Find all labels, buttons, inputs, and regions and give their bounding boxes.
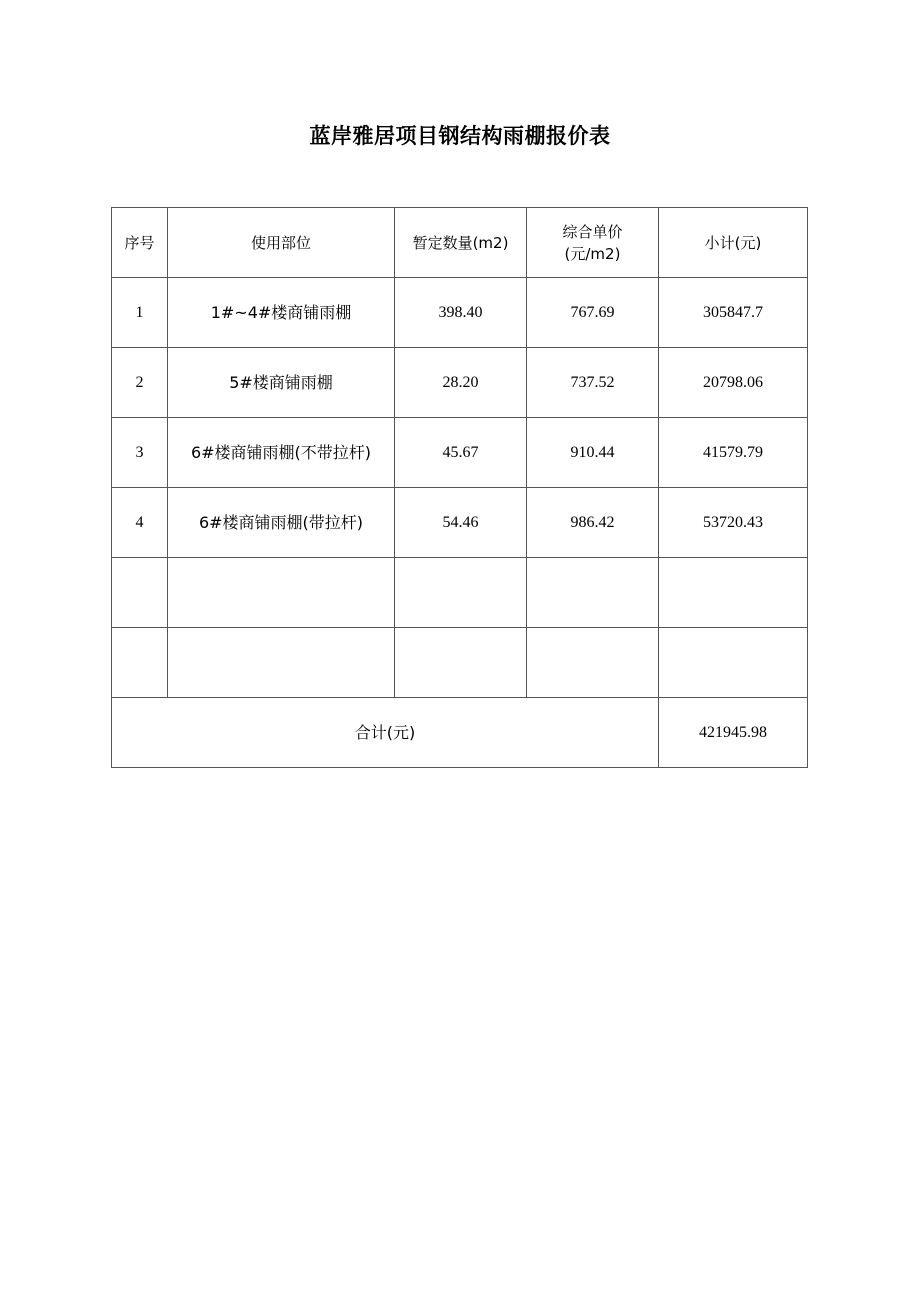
cell-unit-price: [527, 558, 659, 628]
total-label: 合计(元): [112, 698, 659, 768]
quotation-table: [111, 207, 808, 768]
table-row: [112, 278, 808, 348]
header-location: 使用部位: [168, 208, 395, 278]
cell-subtotal: 41579.79: [659, 418, 808, 488]
cell-unit-price: [527, 628, 659, 698]
total-value: 421945.98: [659, 698, 808, 768]
cell-subtotal: 20798.06: [659, 348, 808, 418]
cell-subtotal: [659, 558, 808, 628]
header-index: 序号: [112, 208, 168, 278]
document-title: 蓝岸雅居项目钢结构雨棚报价表: [309, 124, 611, 148]
cell-quantity: 45.67: [395, 418, 527, 488]
cell-index: 1: [112, 278, 168, 348]
cell-unit-price: 986.42: [527, 488, 659, 558]
header-unit-price-line1: 综合单价: [562, 222, 623, 241]
cell-location: 1#~4#楼商铺雨棚: [168, 278, 395, 348]
table-row: [112, 348, 808, 418]
cell-subtotal: 53720.43: [659, 488, 808, 558]
cell-index: [112, 628, 168, 698]
cell-index: 2: [112, 348, 168, 418]
cell-unit-price: 910.44: [527, 418, 659, 488]
header-unit-price: [527, 208, 659, 278]
cell-location: 5#楼商铺雨棚: [168, 348, 395, 418]
cell-location: 6#楼商铺雨棚(不带拉杆): [168, 418, 395, 488]
table-row: [112, 418, 808, 488]
cell-unit-price: 737.52: [527, 348, 659, 418]
cell-index: [112, 558, 168, 628]
cell-unit-price: 767.69: [527, 278, 659, 348]
cell-location: [168, 628, 395, 698]
cell-location: 6#楼商铺雨棚(带拉杆): [168, 488, 395, 558]
header-unit-price-line2: (元/m2): [564, 244, 621, 263]
cell-quantity: 398.40: [395, 278, 527, 348]
header-quantity: 暂定数量(m2): [395, 208, 527, 278]
cell-quantity: 28.20: [395, 348, 527, 418]
table-row-empty: [112, 558, 808, 628]
cell-subtotal: [659, 628, 808, 698]
cell-quantity: [395, 558, 527, 628]
cell-location: [168, 558, 395, 628]
table-row-empty: [112, 628, 808, 698]
cell-quantity: 54.46: [395, 488, 527, 558]
table-row: [112, 488, 808, 558]
cell-quantity: [395, 628, 527, 698]
table-total-row: [112, 698, 808, 768]
table-header-row: [112, 208, 808, 278]
header-subtotal: 小计(元): [659, 208, 808, 278]
cell-index: 4: [112, 488, 168, 558]
cell-index: 3: [112, 418, 168, 488]
cell-subtotal: 305847.7: [659, 278, 808, 348]
